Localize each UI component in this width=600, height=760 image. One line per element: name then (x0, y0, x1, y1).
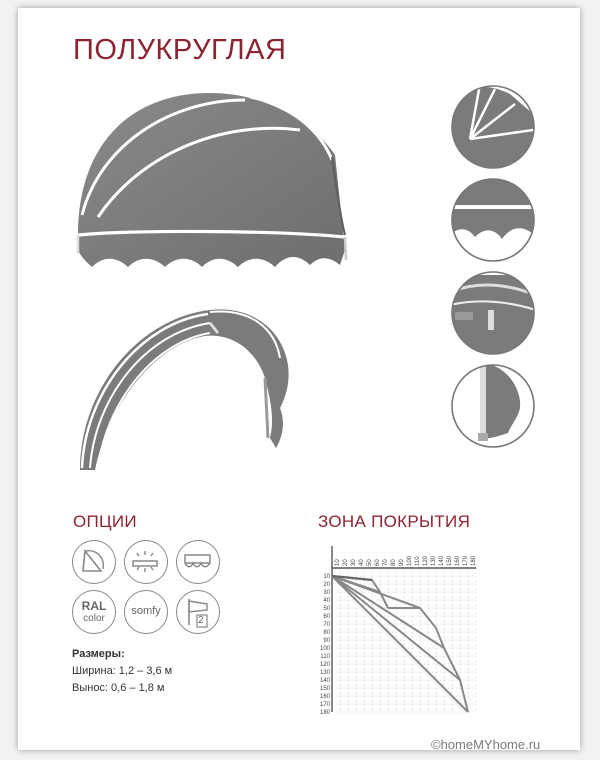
y-tick-label: 80 (323, 630, 330, 636)
y-tick-label: 50 (323, 606, 330, 612)
y-tick-label: 150 (319, 686, 330, 692)
x-tick-label: 50 (367, 559, 373, 566)
somfy-label: somfy (131, 605, 161, 617)
y-tick-label: 110 (320, 654, 330, 660)
sizes-projection: Вынос: 0,6 – 1,8 м (72, 682, 165, 694)
y-tick-label: 70 (323, 622, 330, 628)
awning-front-illustration (70, 85, 360, 280)
ral-label: RAL (81, 599, 107, 613)
sizes-heading: Размеры: (72, 648, 125, 660)
coverage-ray-5 (332, 576, 468, 712)
x-tick-label: 90 (399, 559, 405, 566)
x-tick-label: 130 (431, 555, 437, 566)
y-tick-label: 130 (319, 670, 330, 676)
y-tick-label: 170 (319, 702, 330, 708)
valance-icon (176, 540, 220, 584)
y-tick-label: 60 (323, 614, 330, 620)
x-tick-label: 60 (375, 559, 381, 566)
detail-frame-ribs (450, 84, 536, 170)
x-tick-label: 70 (383, 559, 389, 566)
options-heading: ОПЦИИ (73, 512, 137, 531)
x-tick-label: 20 (343, 559, 349, 566)
crank-icon (72, 540, 116, 584)
x-tick-label: 150 (447, 555, 453, 566)
y-tick-label: 180 (319, 710, 330, 716)
x-tick-label: 30 (351, 559, 357, 566)
y-tick-label: 20 (323, 582, 330, 588)
x-tick-label: 40 (359, 559, 365, 566)
coverage-diagram (300, 542, 480, 717)
awning-side-illustration (70, 298, 310, 480)
somfy-icon (124, 590, 168, 634)
y-tick-label: 10 (323, 574, 330, 580)
watermark: ©homeMYhome.ru (431, 737, 541, 752)
wind-class-icon (176, 590, 220, 634)
detail-inner-frame (450, 270, 536, 356)
x-tick-label: 180 (471, 555, 477, 566)
sizes-width: Ширина: 1,2 – 3,6 м (72, 665, 173, 677)
y-tick-label: 90 (323, 638, 330, 644)
ral-color-icon (72, 590, 116, 634)
led-light-icon (124, 540, 168, 584)
detail-scalloped-valance (450, 177, 536, 263)
y-tick-label: 120 (319, 662, 330, 668)
x-tick-label: 140 (439, 555, 445, 566)
page-title: ПОЛУКРУГЛАЯ (73, 34, 287, 66)
x-tick-label: 100 (407, 555, 413, 566)
y-tick-label: 30 (323, 590, 330, 596)
y-tick-label: 160 (319, 694, 330, 700)
y-tick-label: 100 (319, 646, 330, 652)
x-tick-label: 160 (455, 555, 461, 566)
detail-side-profile (450, 363, 536, 449)
sizes-block (72, 646, 172, 697)
x-tick-label: 120 (423, 555, 429, 566)
y-tick-label: 40 (323, 598, 330, 604)
x-tick-label: 80 (391, 559, 397, 566)
y-tick-label: 140 (319, 678, 330, 684)
wind-class-number: 2 (198, 615, 204, 626)
coverage-heading: ЗОНА ПОКРЫТИЯ (318, 512, 471, 531)
ral-color-label: color (83, 613, 105, 624)
x-tick-label: 170 (463, 555, 469, 566)
x-tick-label: 10 (335, 559, 341, 566)
x-tick-label: 110 (415, 556, 421, 566)
